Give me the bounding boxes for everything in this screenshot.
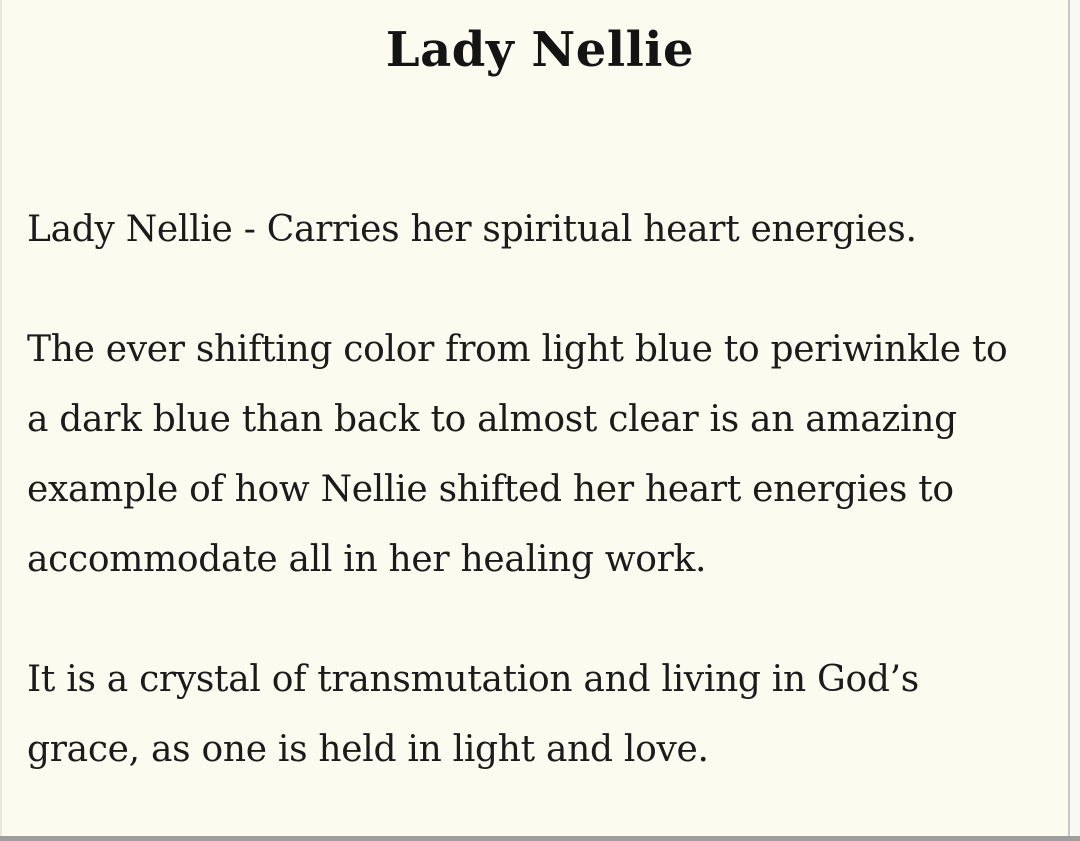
text-line: Lady Nellie - Carries her spiritual heart energies. — [27, 209, 917, 250]
text-line: grace, as one is held in light and love. — [27, 729, 709, 770]
paragraph-crystal-meaning — [27, 645, 1066, 785]
text-line: a dark blue than back to almost clear is an amazing — [27, 399, 957, 440]
text-line: The ever shifting color from light blue to periwinkle to — [27, 329, 1008, 370]
paragraph-color-description — [27, 315, 1066, 595]
right-edge-strip — [1068, 0, 1080, 836]
left-edge-line — [0, 0, 2, 841]
paragraph-intro — [27, 195, 1066, 265]
page-title: Lady Nellie — [385, 22, 695, 78]
bottom-edge-bar — [0, 836, 1080, 841]
text-line: example of how Nellie shifted her heart energies to — [27, 469, 954, 510]
text-line: accommodate all in her healing work. — [27, 539, 707, 580]
text-line: It is a crystal of transmutation and living in God’s — [27, 659, 919, 700]
body-text — [0, 195, 1080, 785]
